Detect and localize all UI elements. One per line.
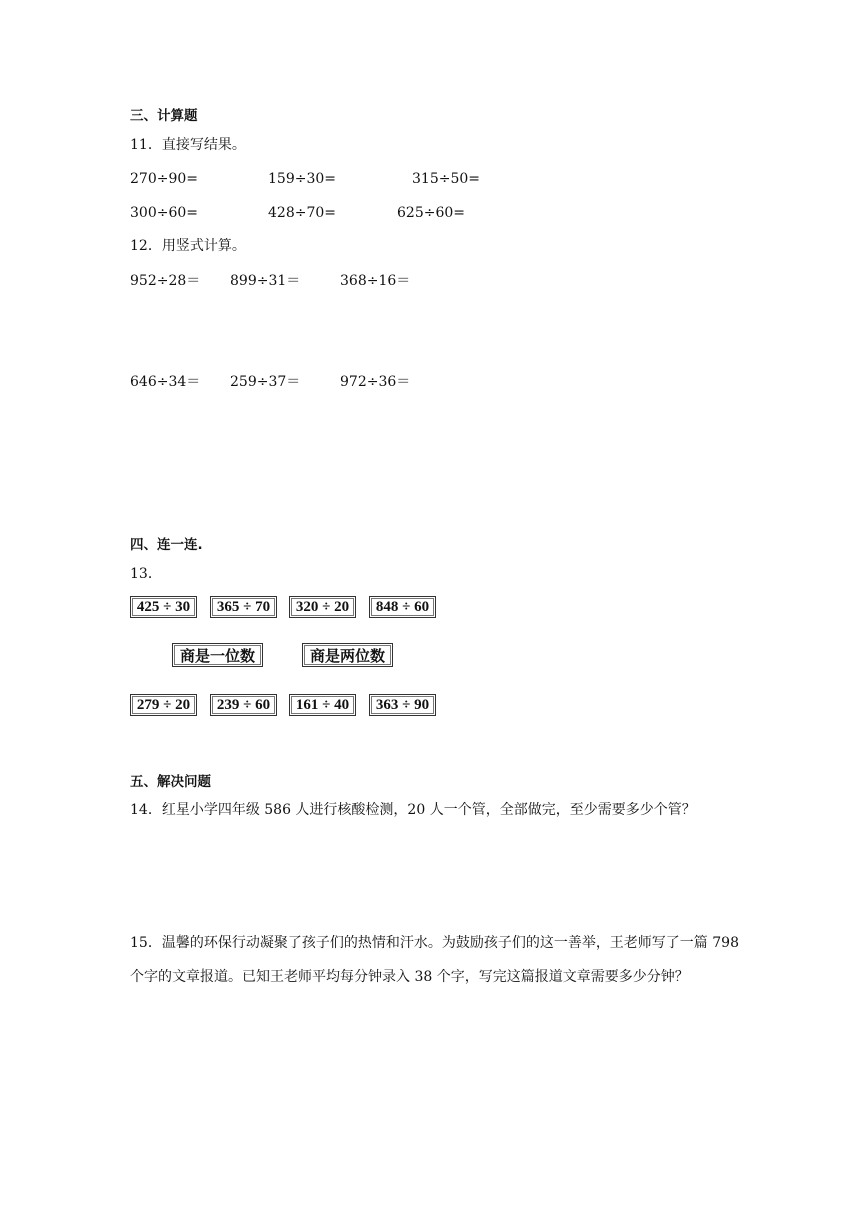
expression-box[interactable]: 279 ÷ 20 bbox=[130, 694, 197, 716]
category-label-two-digit[interactable]: 商是两位数 bbox=[302, 643, 393, 667]
expression-box[interactable]: 848 ÷ 60 bbox=[369, 596, 436, 618]
vertical-calc-item: 368÷16＝ bbox=[340, 273, 411, 289]
oral-calc-item: 300÷60= bbox=[130, 205, 198, 221]
expression-box[interactable]: 239 ÷ 60 bbox=[210, 694, 277, 716]
expression-box[interactable]: 363 ÷ 90 bbox=[369, 694, 436, 716]
expression-box[interactable]: 425 ÷ 30 bbox=[130, 596, 197, 618]
oral-calc-item: 428÷70= bbox=[268, 205, 336, 221]
question-12-prompt: 12．用竖式计算。 bbox=[130, 238, 246, 254]
expression-box[interactable]: 320 ÷ 20 bbox=[289, 596, 356, 618]
oral-calc-item: 315÷50= bbox=[412, 171, 480, 187]
expression-box[interactable]: 161 ÷ 40 bbox=[289, 694, 356, 716]
section-heading-problem-solving: 五、解决问题 bbox=[130, 774, 211, 790]
category-label-one-digit[interactable]: 商是一位数 bbox=[172, 643, 263, 667]
question-14-text: 14．红星小学四年级 586 人进行核酸检测，20 人一个管，全部做完，至少需要多少个管？ bbox=[130, 802, 696, 818]
expression-box[interactable]: 365 ÷ 70 bbox=[210, 596, 277, 618]
vertical-calc-item: 952÷28＝ bbox=[130, 273, 201, 289]
question-13-number: 13． bbox=[130, 566, 162, 582]
section-heading-calculation: 三、计算题 bbox=[130, 108, 198, 124]
vertical-calc-item: 972÷36＝ bbox=[340, 374, 411, 390]
oral-calc-item: 159÷30= bbox=[268, 171, 336, 187]
question-15-text: 15．温馨的环保行动凝聚了孩子们的热情和汗水。为鼓励孩子们的这一善举，王老师写了一篇 798 个字的文章报道。已知王老师平均每分钟录入 38 个字，写完这篇报道文章需要多少分钟？ bbox=[130, 935, 739, 985]
oral-calc-item: 625÷60= bbox=[397, 205, 465, 221]
vertical-calc-item: 899÷31＝ bbox=[230, 273, 301, 289]
section-heading-matching: 四、连一连. bbox=[130, 537, 203, 553]
vertical-calc-item: 646÷34＝ bbox=[130, 374, 201, 390]
question-11-prompt: 11．直接写结果。 bbox=[130, 137, 246, 153]
oral-calc-item: 270÷90= bbox=[130, 171, 198, 187]
vertical-calc-item: 259÷37＝ bbox=[230, 374, 301, 390]
